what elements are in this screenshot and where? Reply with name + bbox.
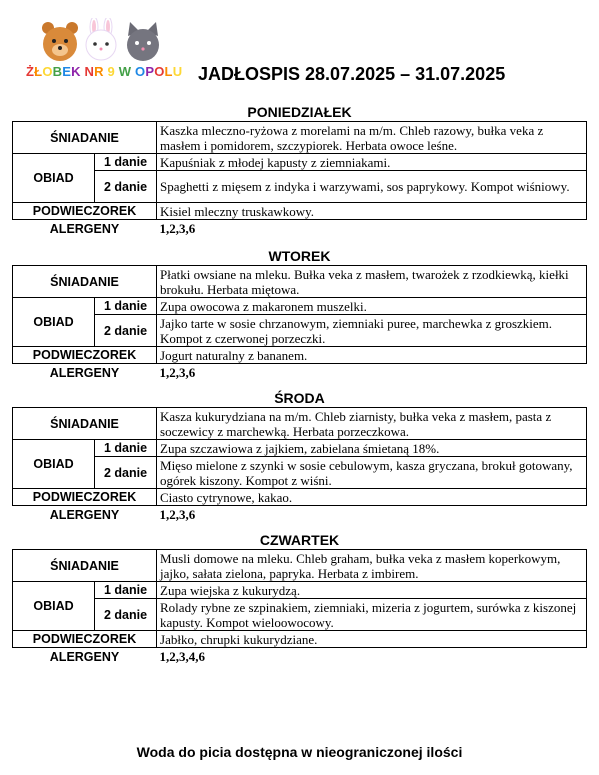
snack-label: PODWIECZOREK [13, 631, 157, 648]
animals-logo-icon [34, 18, 164, 64]
course1-menu: Zupa owocowa z makaronem muszelki. [157, 298, 587, 315]
breakfast-label: ŚNIADANIE [13, 408, 157, 440]
course2-label: 2 danie [95, 457, 157, 489]
day-name: PONIEDZIAŁEK [247, 104, 352, 120]
day-block-wednesday [12, 390, 587, 523]
lunch-course2-row [13, 171, 587, 203]
allergens-label: ALERGENY [49, 649, 120, 664]
lunch-course1-row [13, 440, 587, 457]
lunch-course2-row [13, 599, 587, 631]
allergens-value: 1,2,3,4,6 [159, 648, 206, 664]
snack-row [13, 631, 587, 648]
snack-menu: Ciasto cytrynowe, kakao. [157, 489, 587, 506]
course1-menu: Zupa szczawiowa z jajkiem, zabielana śmietaną 18%. [157, 440, 587, 457]
snack-menu: Jabłko, chrupki kukurydziane. [157, 631, 587, 648]
snack-row [13, 489, 587, 506]
snack-label: PODWIECZOREK [13, 203, 157, 220]
breakfast-label: ŚNIADANIE [13, 550, 157, 582]
breakfast-menu: Kaszka mleczno-ryżowa z morelami na m/m. Chleb razowy, bułka veka z masłem i pomidorem, szczypiorek. Herbata owoce leśne. [157, 122, 587, 154]
logo-text: ŻŁOBEK NR 9 W OPOLU [26, 64, 183, 79]
allergens-label: ALERGENY [49, 221, 120, 236]
meal-table [12, 549, 587, 665]
allergens-label: ALERGENY [49, 365, 120, 380]
allergens-row [13, 220, 587, 238]
course2-menu: Spaghetti z mięsem z indyka i warzywami, sos paprykowy. Kompot wiśniowy. [157, 171, 587, 203]
breakfast-row [13, 122, 587, 154]
course2-menu: Rolady rybne ze szpinakiem, ziemniaki, mizeria z jogurtem, surówka z kiszonej kapusty. Kompot wieloowocowy. [157, 599, 587, 631]
course1-menu: Kapuśniak z młodej kapusty z ziemniakami. [157, 154, 587, 171]
meal-table [12, 121, 587, 237]
breakfast-label: ŚNIADANIE [13, 266, 157, 298]
allergens-value: 1,2,3,6 [159, 220, 196, 236]
water-note: Woda do picia dostępna w nieograniczonej ilości [136, 744, 463, 760]
lunch-course2-row [13, 457, 587, 489]
day-block-thursday [12, 532, 587, 665]
breakfast-menu: Płatki owsiane na mleku. Bułka veka z masłem, twarożek z rzodkiewką, kiełki brokułu. Herbata miętowa. [157, 266, 587, 298]
course2-label: 2 danie [95, 599, 157, 631]
course2-label: 2 danie [95, 315, 157, 347]
day-name: ŚRODA [274, 390, 325, 406]
snack-row [13, 203, 587, 220]
course1-label: 1 danie [95, 154, 157, 171]
course2-menu: Mięso mielone z szynki w sosie cebulowym, kasza gryczana, brokuł gotowany, ogórek kiszony. Kompot z wiśni. [157, 457, 587, 489]
lunch-course1-row [13, 582, 587, 599]
allergens-label: ALERGENY [49, 507, 120, 522]
snack-label: PODWIECZOREK [13, 489, 157, 506]
breakfast-row [13, 550, 587, 582]
snack-row [13, 347, 587, 364]
lunch-label: OBIAD [13, 582, 95, 631]
lunch-label: OBIAD [13, 298, 95, 347]
lunch-course2-row [13, 315, 587, 347]
snack-menu: Jogurt naturalny z bananem. [157, 347, 587, 364]
day-block-tuesday [12, 248, 587, 381]
allergens-row [13, 648, 587, 666]
course1-label: 1 danie [95, 440, 157, 457]
course1-label: 1 danie [95, 582, 157, 599]
breakfast-row [13, 266, 587, 298]
breakfast-label: ŚNIADANIE [13, 122, 157, 154]
allergens-row [13, 364, 587, 382]
snack-menu: Kisiel mleczny truskawkowy. [157, 203, 587, 220]
meal-table [12, 265, 587, 381]
allergens-value: 1,2,3,6 [159, 364, 196, 380]
snack-label: PODWIECZOREK [13, 347, 157, 364]
menu-title: JADŁOSPIS 28.07.2025 – 31.07.2025 [198, 64, 506, 84]
breakfast-menu: Musli domowe na mleku. Chleb graham, bułka veka z masłem koperkowym, jajko, sałata zielona, papryka. Herbata z imbirem. [157, 550, 587, 582]
allergens-value: 1,2,3,6 [159, 506, 196, 522]
day-block-monday [12, 104, 587, 237]
lunch-course1-row [13, 154, 587, 171]
lunch-label: OBIAD [13, 154, 95, 203]
breakfast-menu: Kasza kukurydziana na m/m. Chleb ziarnisty, bułka veka z masłem, pasta z soczewicy z marchewką. Herbata porzeczkowa. [157, 408, 587, 440]
lunch-course1-row [13, 298, 587, 315]
lunch-label: OBIAD [13, 440, 95, 489]
nursery-logo [26, 18, 183, 88]
course1-label: 1 danie [95, 298, 157, 315]
course1-menu: Zupa wiejska z kukurydzą. [157, 582, 587, 599]
day-name: WTOREK [268, 248, 331, 264]
breakfast-row [13, 408, 587, 440]
meal-table [12, 407, 587, 523]
course2-menu: Jajko tarte w sosie chrzanowym, ziemniaki puree, marchewka z groszkiem. Kompot z czerwonej porzeczki. [157, 315, 587, 347]
day-name: CZWARTEK [259, 532, 340, 548]
course2-label: 2 danie [95, 171, 157, 203]
allergens-row [13, 506, 587, 524]
